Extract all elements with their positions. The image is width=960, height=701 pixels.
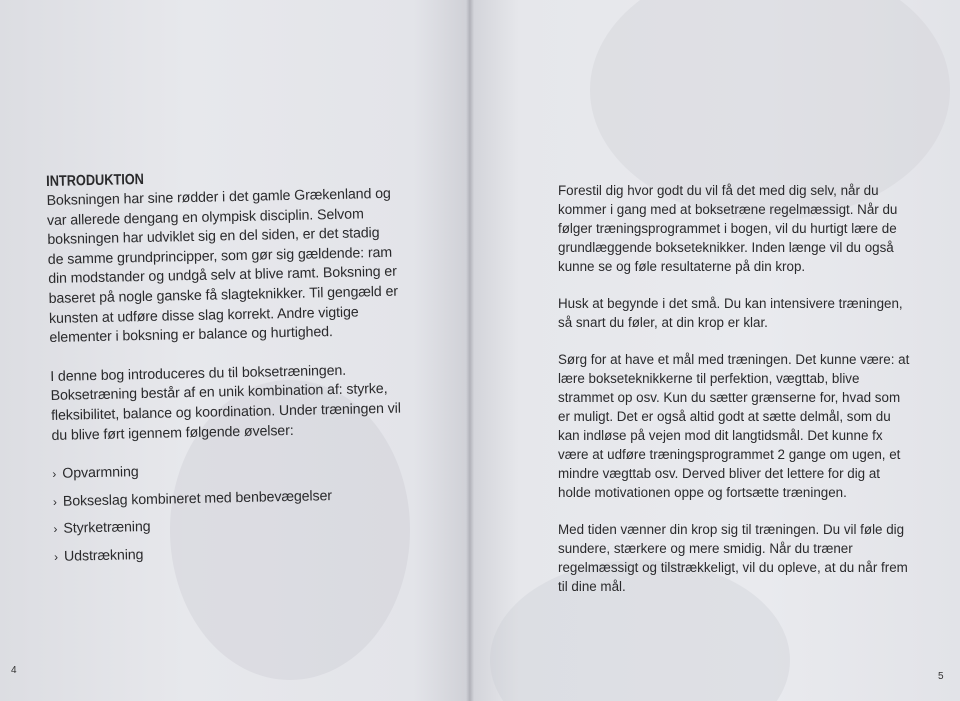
left-page-text xyxy=(46,165,404,576)
list-item xyxy=(54,540,404,567)
list-item xyxy=(53,513,403,540)
chevron-right-icon: › xyxy=(52,494,57,509)
intro-paragraph-2: I denne bog introduceres du til boksetræningen. Boksetræning består af en unik kombination af: styrke, fleksibilitet, balance og koordination. Under træningen vil du blive ført igennem følgende øvelser: xyxy=(50,362,401,444)
section-heading: INTRODUKTION xyxy=(46,170,145,190)
list-item-label: Styrketræning xyxy=(63,519,151,538)
list-item xyxy=(52,458,402,485)
chevron-right-icon: › xyxy=(52,466,57,482)
page-number-right: 5 xyxy=(938,671,944,682)
list-item-label: Bokseslag kombineret med benbevægelser xyxy=(62,487,333,510)
body-paragraph-1: Forestil dig hvor godt du vil få det med dig selv, når du kommer i gang med at boksetræne regelmæssigt. Når du følger træningsprogrammet i bogen, vil du hurtigt lære de grundlæggende bokseteknikker. Inden længe vil du også kunne se og føle resultaterne på din krop. xyxy=(558,183,898,274)
body-paragraph-3: Sørg for at have et mål med træningen. Det kunne være: at lære bokseteknikkerne til perfektion, vægttab, blive strammet op osv. Kun du sætter grænserne for, hvad som er muligt. Det er også altid godt at sætte delmål, som du kan indløse på vejen mod dit langtidsmål. Det kunne fx være at udføre træningsprogrammet 2 gange om ugen, et mindre vægttab osv. Derved bliver det lettere for dig at holde motivationen oppe og fortsætte træningen. xyxy=(558,352,910,500)
chevron-right-icon: › xyxy=(53,549,59,564)
page-number-left: 4 xyxy=(11,665,17,676)
list-item xyxy=(53,485,403,512)
intro-paragraph-1: Boksningen har sine rødder i det gamle Grækenland og var allerede dengang en olympisk disciplin. Selvom boksningen har udviklet sig en del siden, er det stadig de samme grundprincipper, som gør sig gældende: ram din modstander og undgå selv at blive ramt. Boksning er baseret på nogle ganske få slagteknikker. Til gengæld er kunsten at udføre disse slag korrekt. Andre vigtige elementer i boksning er balance og hurtighed. xyxy=(46,185,399,347)
chevron-right-icon: › xyxy=(53,522,58,537)
body-paragraph-2: Husk at begynde i det små. Du kan intensivere træningen, så snart du føler, at din krop er klar. xyxy=(558,296,903,330)
body-paragraph-4: Med tiden vænner din krop sig til træningen. Du vil føle dig sundere, stærkere og mere smidig. Når du træner regelmæssigt og tilstrækkeligt, vil du opleve, at du når frem til dine mål. xyxy=(558,522,908,594)
list-item-label: Udstrækning xyxy=(63,546,144,565)
right-page-text xyxy=(558,181,910,614)
book-gutter xyxy=(466,0,474,701)
exercise-list xyxy=(52,458,404,568)
list-item-label: Opvarmning xyxy=(62,464,139,482)
